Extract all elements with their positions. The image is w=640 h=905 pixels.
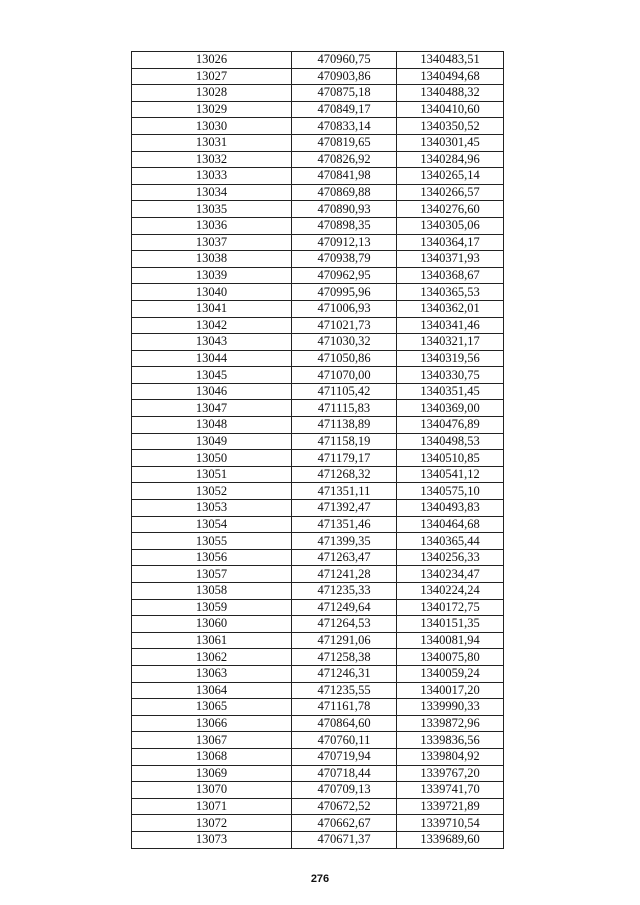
point-number-cell: 13032 — [132, 151, 292, 168]
y-coordinate-cell: 1340151,35 — [397, 616, 504, 633]
x-coordinate-cell: 470962,95 — [292, 267, 397, 284]
x-coordinate-cell: 470849,17 — [292, 101, 397, 118]
x-coordinate-cell: 470864,60 — [292, 715, 397, 732]
x-coordinate-cell: 470671,37 — [292, 831, 397, 848]
table-row — [132, 267, 504, 284]
x-coordinate-cell: 470826,92 — [292, 151, 397, 168]
x-coordinate-cell: 470995,96 — [292, 284, 397, 301]
x-coordinate-cell: 470819,65 — [292, 134, 397, 151]
table-row — [132, 782, 504, 799]
point-number-cell: 13043 — [132, 334, 292, 351]
table-row — [132, 599, 504, 616]
x-coordinate-cell: 471291,06 — [292, 632, 397, 649]
table-row — [132, 85, 504, 102]
point-number-cell: 13071 — [132, 798, 292, 815]
x-coordinate-cell: 471351,46 — [292, 516, 397, 533]
table-row — [132, 632, 504, 649]
point-number-cell: 13049 — [132, 433, 292, 450]
point-number-cell: 13061 — [132, 632, 292, 649]
x-coordinate-cell: 470875,18 — [292, 85, 397, 102]
point-number-cell: 13044 — [132, 350, 292, 367]
x-coordinate-cell: 470760,11 — [292, 732, 397, 749]
x-coordinate-cell: 470898,35 — [292, 217, 397, 234]
table-row — [132, 417, 504, 434]
table-row — [132, 317, 504, 334]
y-coordinate-cell: 1340488,32 — [397, 85, 504, 102]
table-row — [132, 516, 504, 533]
y-coordinate-cell: 1340059,24 — [397, 665, 504, 682]
y-coordinate-cell: 1339872,96 — [397, 715, 504, 732]
x-coordinate-cell: 471263,47 — [292, 549, 397, 566]
point-number-cell: 13037 — [132, 234, 292, 251]
point-number-cell: 13062 — [132, 649, 292, 666]
table-row — [132, 284, 504, 301]
table-row — [132, 583, 504, 600]
y-coordinate-cell: 1340369,00 — [397, 400, 504, 417]
table-row — [132, 68, 504, 85]
y-coordinate-cell: 1340017,20 — [397, 682, 504, 699]
table-row — [132, 201, 504, 218]
y-coordinate-cell: 1340172,75 — [397, 599, 504, 616]
point-number-cell: 13039 — [132, 267, 292, 284]
x-coordinate-cell: 471264,53 — [292, 616, 397, 633]
x-coordinate-cell: 471235,33 — [292, 583, 397, 600]
y-coordinate-cell: 1340234,47 — [397, 566, 504, 583]
x-coordinate-cell: 470719,94 — [292, 748, 397, 765]
y-coordinate-cell: 1340476,89 — [397, 417, 504, 434]
y-coordinate-cell: 1340266,57 — [397, 184, 504, 201]
point-number-cell: 13038 — [132, 251, 292, 268]
table-row — [132, 450, 504, 467]
point-number-cell: 13054 — [132, 516, 292, 533]
x-coordinate-cell: 471161,78 — [292, 699, 397, 716]
point-number-cell: 13068 — [132, 748, 292, 765]
y-coordinate-cell: 1340510,85 — [397, 450, 504, 467]
table-row — [132, 748, 504, 765]
point-number-cell: 13056 — [132, 549, 292, 566]
y-coordinate-cell: 1340410,60 — [397, 101, 504, 118]
table-row — [132, 616, 504, 633]
point-number-cell: 13072 — [132, 815, 292, 832]
point-number-cell: 13064 — [132, 682, 292, 699]
x-coordinate-cell: 471115,83 — [292, 400, 397, 417]
table-row — [132, 118, 504, 135]
y-coordinate-cell: 1339689,60 — [397, 831, 504, 848]
x-coordinate-cell: 470912,13 — [292, 234, 397, 251]
x-coordinate-cell: 470869,88 — [292, 184, 397, 201]
point-number-cell: 13067 — [132, 732, 292, 749]
table-row — [132, 350, 504, 367]
table-row — [132, 334, 504, 351]
point-number-cell: 13073 — [132, 831, 292, 848]
table-row — [132, 151, 504, 168]
table-row — [132, 400, 504, 417]
y-coordinate-cell: 1340351,45 — [397, 383, 504, 400]
point-number-cell: 13033 — [132, 168, 292, 185]
table-row — [132, 134, 504, 151]
y-coordinate-cell: 1340350,52 — [397, 118, 504, 135]
table-row — [132, 234, 504, 251]
table-row — [132, 699, 504, 716]
point-number-cell: 13026 — [132, 52, 292, 69]
point-number-cell: 13058 — [132, 583, 292, 600]
point-number-cell: 13034 — [132, 184, 292, 201]
x-coordinate-cell: 471399,35 — [292, 533, 397, 550]
x-coordinate-cell: 470709,13 — [292, 782, 397, 799]
point-number-cell: 13030 — [132, 118, 292, 135]
table-row — [132, 483, 504, 500]
y-coordinate-cell: 1340364,17 — [397, 234, 504, 251]
point-number-cell: 13042 — [132, 317, 292, 334]
table-row — [132, 168, 504, 185]
coordinates-table-body — [132, 52, 504, 849]
y-coordinate-cell: 1340368,67 — [397, 267, 504, 284]
point-number-cell: 13046 — [132, 383, 292, 400]
y-coordinate-cell: 1340330,75 — [397, 367, 504, 384]
y-coordinate-cell: 1340493,83 — [397, 500, 504, 517]
point-number-cell: 13051 — [132, 466, 292, 483]
x-coordinate-cell: 471268,32 — [292, 466, 397, 483]
y-coordinate-cell: 1339990,33 — [397, 699, 504, 716]
table-row — [132, 300, 504, 317]
table-row — [132, 184, 504, 201]
y-coordinate-cell: 1340321,17 — [397, 334, 504, 351]
x-coordinate-cell: 471138,89 — [292, 417, 397, 434]
y-coordinate-cell: 1340362,01 — [397, 300, 504, 317]
y-coordinate-cell: 1340081,94 — [397, 632, 504, 649]
table-row — [132, 383, 504, 400]
point-number-cell: 13065 — [132, 699, 292, 716]
point-number-cell: 13048 — [132, 417, 292, 434]
x-coordinate-cell: 470960,75 — [292, 52, 397, 69]
y-coordinate-cell: 1340365,53 — [397, 284, 504, 301]
point-number-cell: 13050 — [132, 450, 292, 467]
table-row — [132, 831, 504, 848]
x-coordinate-cell: 471258,38 — [292, 649, 397, 666]
table-row — [132, 101, 504, 118]
point-number-cell: 13029 — [132, 101, 292, 118]
point-number-cell: 13057 — [132, 566, 292, 583]
table-row — [132, 466, 504, 483]
y-coordinate-cell: 1339804,92 — [397, 748, 504, 765]
point-number-cell: 13063 — [132, 665, 292, 682]
point-number-cell: 13059 — [132, 599, 292, 616]
point-number-cell: 13047 — [132, 400, 292, 417]
y-coordinate-cell: 1340224,24 — [397, 583, 504, 600]
x-coordinate-cell: 471021,73 — [292, 317, 397, 334]
y-coordinate-cell: 1340483,51 — [397, 52, 504, 69]
y-coordinate-cell: 1339710,54 — [397, 815, 504, 832]
x-coordinate-cell: 470833,14 — [292, 118, 397, 135]
table-row — [132, 665, 504, 682]
y-coordinate-cell: 1340341,46 — [397, 317, 504, 334]
table-row — [132, 566, 504, 583]
table-row — [132, 52, 504, 69]
table-row — [132, 798, 504, 815]
x-coordinate-cell: 471050,86 — [292, 350, 397, 367]
point-number-cell: 13060 — [132, 616, 292, 633]
y-coordinate-cell: 1340371,93 — [397, 251, 504, 268]
table-row — [132, 500, 504, 517]
x-coordinate-cell: 470938,79 — [292, 251, 397, 268]
point-number-cell: 13053 — [132, 500, 292, 517]
y-coordinate-cell: 1340498,53 — [397, 433, 504, 450]
table-row — [132, 732, 504, 749]
x-coordinate-cell: 471105,42 — [292, 383, 397, 400]
point-number-cell: 13066 — [132, 715, 292, 732]
x-coordinate-cell: 470841,98 — [292, 168, 397, 185]
y-coordinate-cell: 1340305,06 — [397, 217, 504, 234]
x-coordinate-cell: 471392,47 — [292, 500, 397, 517]
y-coordinate-cell: 1339721,89 — [397, 798, 504, 815]
y-coordinate-cell: 1340365,44 — [397, 533, 504, 550]
x-coordinate-cell: 470662,67 — [292, 815, 397, 832]
table-row — [132, 533, 504, 550]
x-coordinate-cell: 471241,28 — [292, 566, 397, 583]
coordinates-table — [131, 51, 504, 849]
y-coordinate-cell: 1340494,68 — [397, 68, 504, 85]
y-coordinate-cell: 1340256,33 — [397, 549, 504, 566]
table-row — [132, 649, 504, 666]
x-coordinate-cell: 471006,93 — [292, 300, 397, 317]
x-coordinate-cell: 471158,19 — [292, 433, 397, 450]
y-coordinate-cell: 1340575,10 — [397, 483, 504, 500]
point-number-cell: 13035 — [132, 201, 292, 218]
page-number: 276 — [310, 873, 330, 885]
table-row — [132, 433, 504, 450]
y-coordinate-cell: 1340301,45 — [397, 134, 504, 151]
y-coordinate-cell: 1339767,20 — [397, 765, 504, 782]
x-coordinate-cell: 470672,52 — [292, 798, 397, 815]
table-row — [132, 217, 504, 234]
y-coordinate-cell: 1340265,14 — [397, 168, 504, 185]
point-number-cell: 13028 — [132, 85, 292, 102]
y-coordinate-cell: 1340541,12 — [397, 466, 504, 483]
y-coordinate-cell: 1340276,60 — [397, 201, 504, 218]
y-coordinate-cell: 1340075,80 — [397, 649, 504, 666]
point-number-cell: 13070 — [132, 782, 292, 799]
table-row — [132, 367, 504, 384]
x-coordinate-cell: 471246,31 — [292, 665, 397, 682]
point-number-cell: 13045 — [132, 367, 292, 384]
table-row — [132, 549, 504, 566]
point-number-cell: 13052 — [132, 483, 292, 500]
point-number-cell: 13031 — [132, 134, 292, 151]
x-coordinate-cell: 471030,32 — [292, 334, 397, 351]
point-number-cell: 13027 — [132, 68, 292, 85]
x-coordinate-cell: 471235,55 — [292, 682, 397, 699]
table-row — [132, 765, 504, 782]
x-coordinate-cell: 470890,93 — [292, 201, 397, 218]
x-coordinate-cell: 471249,64 — [292, 599, 397, 616]
x-coordinate-cell: 470903,86 — [292, 68, 397, 85]
y-coordinate-cell: 1339836,56 — [397, 732, 504, 749]
x-coordinate-cell: 471179,17 — [292, 450, 397, 467]
point-number-cell: 13055 — [132, 533, 292, 550]
table-row — [132, 682, 504, 699]
table-row — [132, 715, 504, 732]
table-row — [132, 815, 504, 832]
table-row — [132, 251, 504, 268]
point-number-cell: 13036 — [132, 217, 292, 234]
y-coordinate-cell: 1339741,70 — [397, 782, 504, 799]
x-coordinate-cell: 470718,44 — [292, 765, 397, 782]
y-coordinate-cell: 1340319,56 — [397, 350, 504, 367]
x-coordinate-cell: 471351,11 — [292, 483, 397, 500]
y-coordinate-cell: 1340464,68 — [397, 516, 504, 533]
point-number-cell: 13069 — [132, 765, 292, 782]
point-number-cell: 13040 — [132, 284, 292, 301]
x-coordinate-cell: 471070,00 — [292, 367, 397, 384]
y-coordinate-cell: 1340284,96 — [397, 151, 504, 168]
point-number-cell: 13041 — [132, 300, 292, 317]
